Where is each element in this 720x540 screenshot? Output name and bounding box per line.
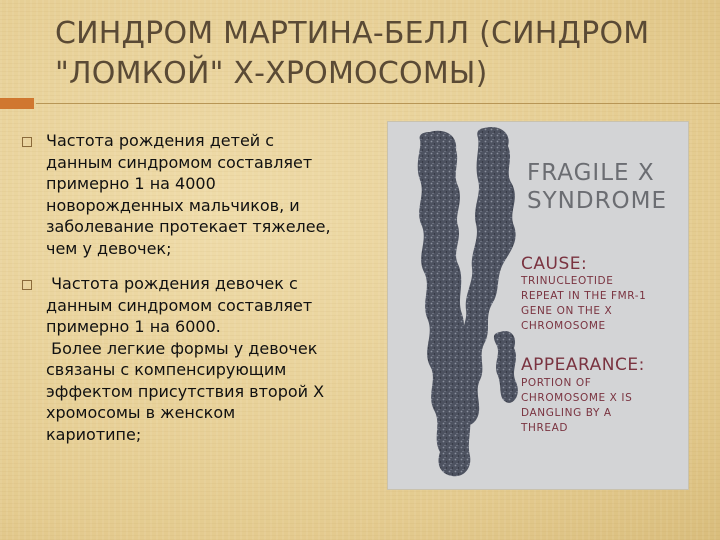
title-divider bbox=[36, 103, 720, 104]
appearance-text-line: DANGLING BY A bbox=[521, 407, 612, 419]
title-area bbox=[0, 0, 720, 100]
appearance-text bbox=[521, 376, 632, 436]
appearance-text-line: CHROMOSOME X IS bbox=[521, 392, 633, 404]
bullet-text-line: примерно 1 на 4000 bbox=[46, 174, 216, 193]
chromatid-left bbox=[418, 131, 471, 476]
slide-title-line: "ЛОМКОЙ" Х-ХРОМОСОМЫ) bbox=[55, 56, 488, 91]
bullet-text-line: данным синдромом составляет bbox=[46, 295, 313, 315]
slide-title-line: СИНДРОМ МАРТИНА-БЕЛЛ (СИНДРОМ bbox=[55, 16, 650, 51]
appearance-heading: APPEARANCE: bbox=[521, 355, 645, 375]
bullet-text-line: новорожденных мальчиков, и bbox=[46, 195, 300, 215]
slide-title bbox=[55, 14, 695, 94]
fragile-x-illustration bbox=[387, 121, 689, 490]
figure-title-line: FRAGILE X bbox=[527, 160, 655, 186]
appearance-text-line: THREAD bbox=[521, 422, 569, 434]
cause-text-line: TRINUCLEOTIDE bbox=[521, 275, 614, 287]
bullet-text-line: эффектом присутствия второй Х bbox=[46, 381, 325, 401]
cause-text-line: GENE ON THE X bbox=[521, 305, 613, 317]
bullet-text-line: кариотипе; bbox=[46, 424, 142, 444]
bullet-item-girls bbox=[22, 273, 362, 445]
bullet-text-line: Частота рождения детей с bbox=[46, 131, 275, 150]
bullet-text-line: примерно 1 на 6000. bbox=[46, 317, 221, 336]
figure-title-line: SYNDROME bbox=[527, 188, 668, 214]
dangling-fragment bbox=[494, 331, 518, 403]
bullet-text-line: Более легкие формы у девочек bbox=[46, 338, 318, 358]
cause-text-line: REPEAT IN THE FMR-1 bbox=[521, 290, 647, 302]
bullet-text-line: связаны с компенсирующим bbox=[46, 360, 287, 379]
bullet-text-line: чем у девочек; bbox=[46, 238, 172, 258]
bullet-item-boys bbox=[22, 130, 362, 259]
bullet-square-icon bbox=[22, 137, 32, 147]
accent-marker bbox=[0, 98, 34, 109]
cause-text bbox=[521, 274, 646, 334]
appearance-text-line: PORTION OF bbox=[521, 377, 592, 389]
bullet-list bbox=[22, 130, 362, 459]
bullet-text-line: данным синдромом составляет bbox=[46, 152, 313, 172]
bullet-text-line: хромосомы в женском bbox=[46, 403, 236, 422]
figure-title bbox=[527, 159, 687, 215]
cause-heading: CAUSE: bbox=[521, 254, 588, 274]
bullet-text-line: Частота рождения девочек с bbox=[46, 274, 298, 293]
cause-text-line: CHROMOSOME bbox=[521, 320, 606, 332]
bullet-text-line: заболевание протекает тяжелее, bbox=[46, 217, 331, 236]
bullet-square-icon bbox=[22, 280, 32, 290]
